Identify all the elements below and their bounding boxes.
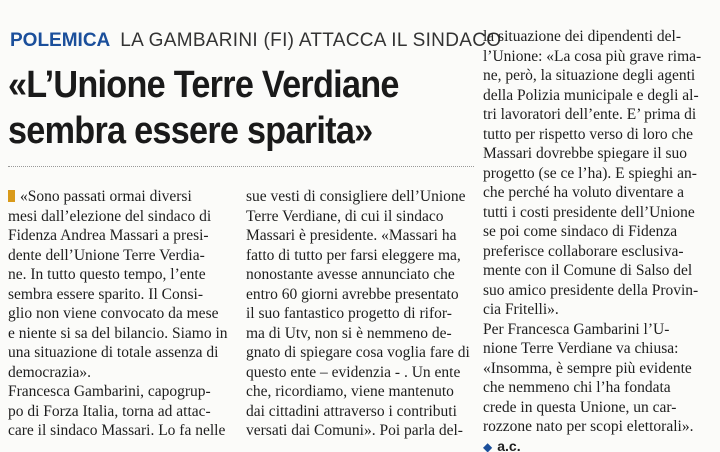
text-line: cia Fritelli». <box>483 301 559 318</box>
diamond-icon: ◆ <box>483 439 493 452</box>
text-line: glio non viene convocato da mese <box>8 305 219 322</box>
text-line: suo amico presidente della Provin- <box>483 281 699 299</box>
text-line: questo ente – evidenzia - . Un ente <box>246 363 461 381</box>
text-line: Fidenza Andrea Massari a presi- <box>8 227 209 244</box>
text-line: fatto di tutto per farsi eleggere ma, <box>246 246 461 264</box>
divider <box>8 166 474 167</box>
text-line: rozzone nato per scopi elettorali». <box>483 418 694 435</box>
text-line: che nemmeno chi l’ha fondata <box>483 379 671 396</box>
text-line: nione Terre Verdiane va chiusa: <box>483 340 679 357</box>
text-line: il suo fantastico progetto di rifor- <box>246 305 452 322</box>
article-column-3 <box>483 27 711 452</box>
text-line: della Polizia municipale e degli al- <box>483 86 699 104</box>
text-line: tutti i costi presidente dell’Unione <box>483 203 695 221</box>
text-line: «Sono passati ormai diversi <box>8 187 234 207</box>
section-tag: POLEMICA <box>10 30 111 51</box>
text-line: entro 60 giorni avrebbe presentato <box>246 285 459 303</box>
text-line: dai cittadini attraverso i contributi <box>246 402 457 420</box>
signature: ◆ a.c. <box>483 437 521 452</box>
text-line: sembra essere sparito. Il Consi- <box>8 285 203 303</box>
text-line: mesi dall’elezione del sindaco di <box>8 207 212 225</box>
text-line: crede in questa Unione, un car- <box>483 398 677 416</box>
kicker <box>10 27 501 55</box>
article-column-1 <box>8 187 234 441</box>
text-line: che, ricordiamo, viene mantenuto <box>246 383 454 400</box>
text-line: Terre Verdiane, di cui il sindaco <box>246 207 444 225</box>
text-line: care il sindaco Massari. Lo fa nelle <box>8 422 226 439</box>
text-line: ne, però, la situazione degli agenti <box>483 67 696 84</box>
text-line: Francesca Gambarini, capogrup- <box>8 383 211 400</box>
text-line: versati dai Comuni». Poi parla del- <box>246 422 463 439</box>
text-line: mente con il Comune di Salso del <box>483 262 693 279</box>
text-line: sue vesti di consigliere dell’Unione <box>246 188 466 205</box>
text-line: ne. In tutto questo tempo, l’ente <box>8 266 206 283</box>
text-line: Per Francesca Gambarini l’U- <box>483 320 670 338</box>
text-line: e niente si sa del bilancio. Siamo in <box>8 324 228 342</box>
article-column-2 <box>246 187 472 441</box>
text-line: una situazione di totale assenza di <box>8 344 219 361</box>
text-line: Massari è presidente. «Massari ha <box>246 227 457 244</box>
text-line: tutto per rispetto verso di loro che <box>483 125 694 143</box>
headline-line-1: «L’Unione Terre Verdiane <box>8 64 399 106</box>
text-line: Massari dovrebbe spiegare il suo <box>483 145 688 162</box>
subheadline: LA GAMBARINI (FI) ATTACCA IL SINDACO <box>120 30 502 51</box>
text-line: nonostante avesse annunciato che <box>246 266 455 283</box>
text-line: la situazione dei dipendenti del- <box>483 28 681 45</box>
text-line: preferisce collaborare esclusiva- <box>483 242 684 260</box>
paragraph-marker-icon <box>8 190 15 202</box>
text-line: l’Unione: «La cosa più grave rima- <box>483 47 702 65</box>
text-line: se poi come sindaco di Fidenza <box>483 223 678 240</box>
text-line: po di Forza Italia, torna ad attac- <box>8 402 211 420</box>
text-line: democrazia». <box>8 363 92 381</box>
text-line: ma di Utv, non si è nemmeno de- <box>246 324 452 342</box>
headline-line-2: sembra essere sparita» <box>8 110 373 152</box>
text-line: «Insomma, è sempre più evidente <box>483 359 692 377</box>
text-line: gnato di spiegare cosa voglia fare di <box>246 344 470 361</box>
text-line: che perché ha voluto diventare a <box>483 184 684 201</box>
text-line: tri lavoratori dell’ente. E’ prima di <box>483 106 697 123</box>
text-line: progetto (se ce l’ha). E spieghi an- <box>483 164 697 182</box>
headline <box>8 62 431 154</box>
text-line: dente dell’Unione Terre Verdia- <box>8 246 205 264</box>
